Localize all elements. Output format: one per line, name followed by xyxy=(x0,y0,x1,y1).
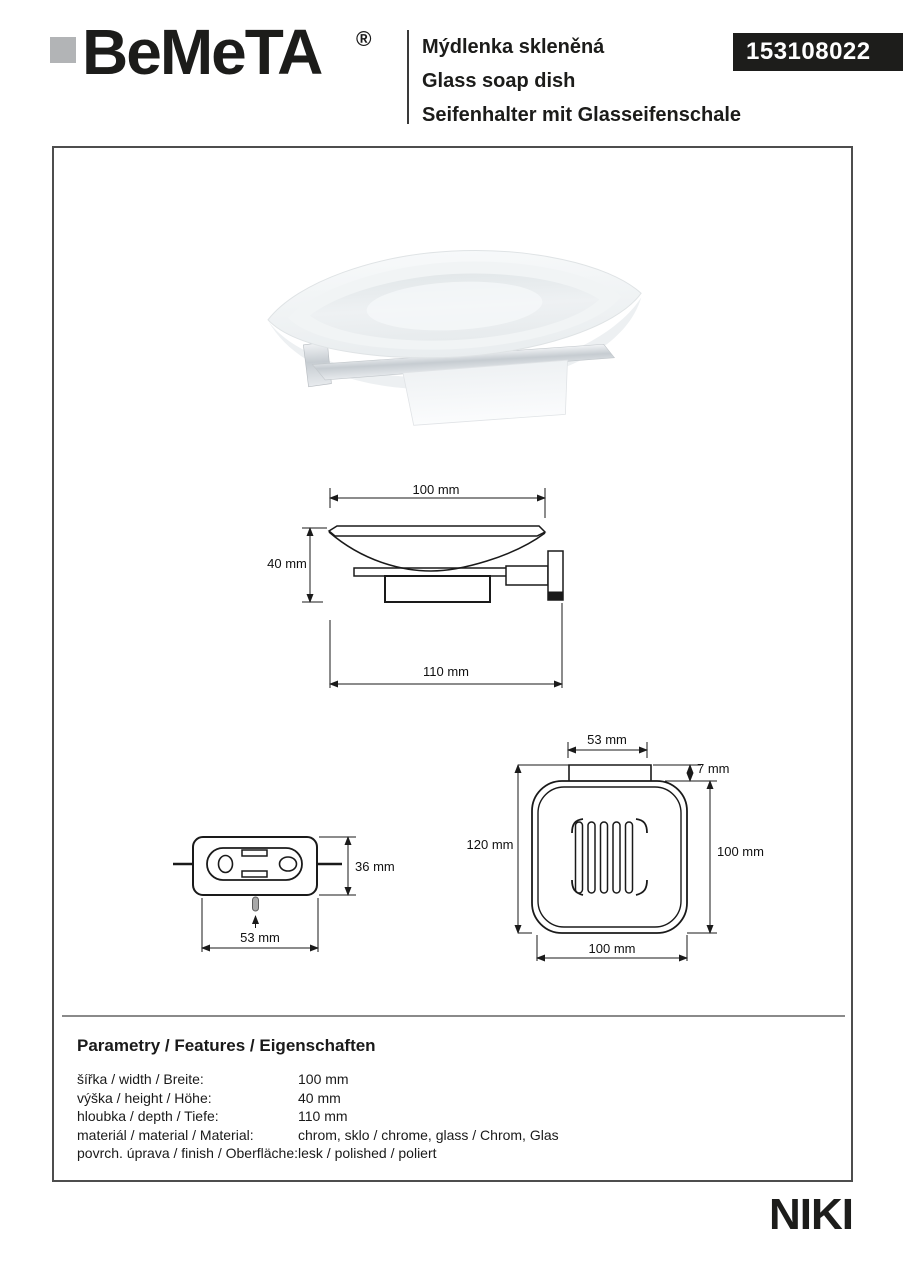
param-label-height: výška / height / Höhe: xyxy=(77,1089,212,1106)
param-value-material: chrom, sklo / chrome, glass / Chrom, Glas xyxy=(298,1126,559,1143)
side-view-drawing xyxy=(255,475,575,690)
top-mount-plate xyxy=(569,765,651,782)
param-label-depth: hloubka / depth / Tiefe: xyxy=(77,1108,219,1124)
brand-logo: BeMeTA xyxy=(82,16,322,88)
mount-right-hole xyxy=(280,857,297,871)
top-dish-inner xyxy=(538,787,681,927)
mount-left-hole xyxy=(219,856,233,873)
series-name: NIKI xyxy=(769,1190,853,1239)
soap-dish-photo-group xyxy=(265,241,647,432)
mount-top-tab xyxy=(242,850,267,856)
dim-top-mount-width: 53 mm xyxy=(587,732,627,747)
dim-side-height: 40 mm xyxy=(267,556,307,571)
side-holder-box xyxy=(385,576,490,602)
logo-square-icon xyxy=(50,37,76,63)
param-value-height: 40 mm xyxy=(298,1089,341,1106)
side-arm xyxy=(506,566,548,585)
dim-top-dish-height: 100 mm xyxy=(717,844,764,859)
mount-view-drawing xyxy=(170,830,390,955)
dim-top-mount-thickness: 7 mm xyxy=(697,761,730,776)
param-value-width: 100 mm xyxy=(298,1071,349,1087)
parameters-heading: Parametry / Features / Eigenschaften xyxy=(77,1036,376,1055)
side-dish-rim xyxy=(329,526,545,536)
param-label-material: materiál / material / Material: xyxy=(77,1126,254,1143)
dim-side-width: 100 mm xyxy=(412,482,460,497)
table-row xyxy=(77,1126,777,1145)
product-titles xyxy=(422,30,742,132)
dim-side-depth: 110 mm xyxy=(423,664,469,679)
product-title-en: Glass soap dish xyxy=(422,70,576,92)
dim-top-dish-width: 100 mm xyxy=(588,941,636,956)
mount-screw xyxy=(253,897,259,911)
table-row xyxy=(77,1107,777,1126)
product-title-cs: Mýdlenka skleněná xyxy=(422,36,605,58)
mount-bottom-tab xyxy=(242,871,267,877)
dim-top-total-height: 120 mm xyxy=(466,837,514,852)
param-label-width: šířka / width / Breite: xyxy=(77,1071,204,1087)
top-view-product xyxy=(532,765,687,933)
param-value-finish: lesk / polished / poliert xyxy=(298,1145,437,1161)
header-divider xyxy=(407,30,409,124)
side-dish-bowl xyxy=(329,532,545,571)
side-view-product xyxy=(329,526,563,602)
dim-mount-width: 53 mm xyxy=(240,930,280,945)
parameters-table xyxy=(77,1070,777,1163)
param-label-finish: povrch. úprava / finish / Oberfläche: xyxy=(77,1145,298,1161)
table-row xyxy=(77,1144,777,1163)
product-code-badge xyxy=(733,33,903,71)
product-title-de: Seifenhalter mit Glasseifenschale xyxy=(422,104,742,126)
param-value-depth: 110 mm xyxy=(298,1108,348,1124)
table-row xyxy=(77,1089,777,1108)
dim-mount-height: 36 mm xyxy=(355,859,395,874)
side-wall-plate-base xyxy=(548,592,563,600)
mount-view-product xyxy=(173,837,342,911)
table-row xyxy=(77,1070,777,1089)
product-code: 153108022 xyxy=(746,38,871,65)
side-glass-plate xyxy=(354,568,513,576)
product-photo xyxy=(250,205,660,430)
registered-trademark-icon: ® xyxy=(356,28,372,51)
section-divider xyxy=(62,1015,845,1017)
